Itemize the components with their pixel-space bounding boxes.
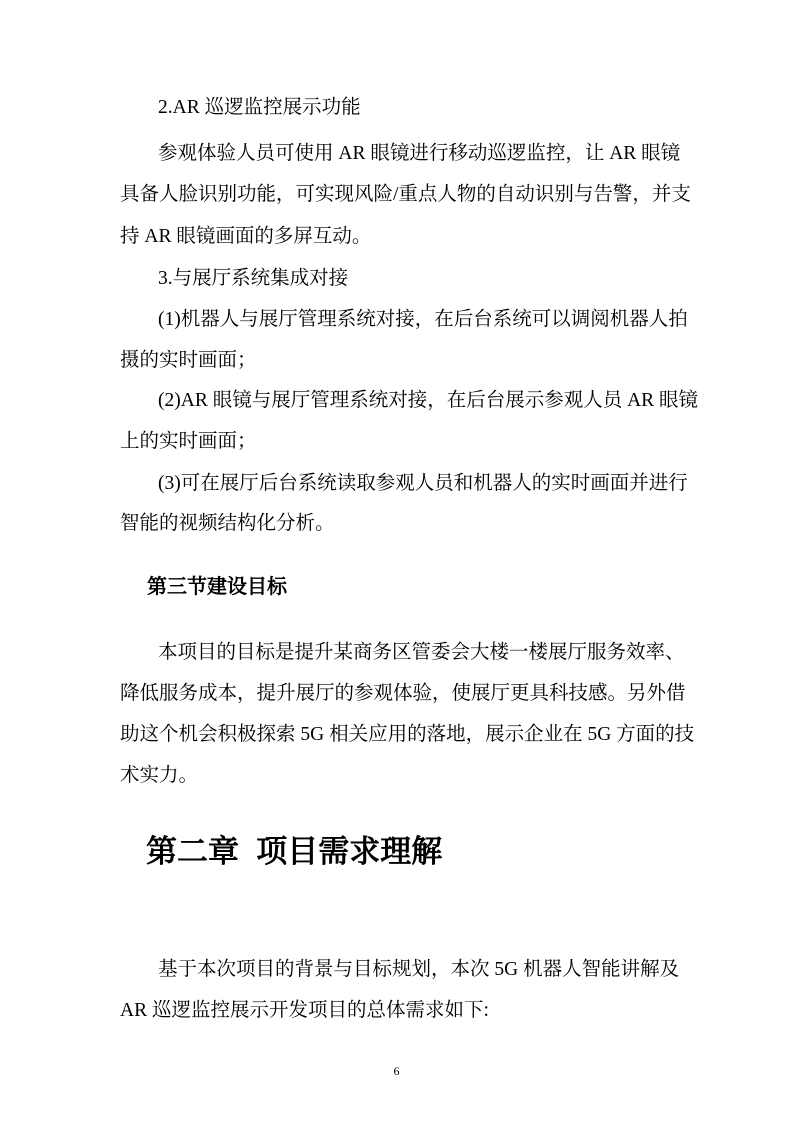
goal-paragraph-line: 术实力。 [120, 765, 199, 786]
goal-paragraph-line: 降低服务成本，提升展厅的参观体验，使展厅更具科技感。另外借 [120, 683, 686, 704]
ar-paragraph-line: 持 AR 眼镜画面的多屏互动。 [120, 226, 372, 247]
ar-heading: 2.AR 巡逻监控展示功能 [158, 97, 361, 118]
section3-heading: 第三节建设目标 [147, 576, 287, 598]
goal-paragraph-line: 助这个机会积极探索 5G 相关应用的落地，展示企业在 5G 方面的技 [120, 724, 695, 745]
requirement-paragraph-line: 基于本次项目的背景与目标规划，本次 5G 机器人智能讲解及 [158, 959, 680, 980]
goal-paragraph-line: 本项目的目标是提升某商务区管委会大楼一楼展厅服务效率、 [158, 642, 685, 663]
requirement-paragraph-line: AR 巡逻监控展示开发项目的总体需求如下: [120, 1000, 489, 1021]
item-1-line: (1)机器人与展厅管理系统对接，在后台系统可以调阅机器人拍 [158, 309, 688, 330]
page-number: 6 [393, 1064, 400, 1078]
ar-paragraph-line: 参观体验人员可使用 AR 眼镜进行移动巡逻监控，让 AR 眼镜 [158, 143, 681, 164]
item-2-line: 上的实时画面； [120, 431, 257, 452]
item-1-line: 摄的实时画面； [120, 350, 257, 371]
ar-paragraph-line: 具备人脸识别功能，可实现风险/重点人物的自动识别与告警，并支 [120, 184, 691, 205]
item-3-line: 智能的视频结构化分析。 [120, 513, 335, 534]
item-3-line: (3)可在展厅后台系统读取参观人员和机器人的实时画面并进行 [158, 473, 688, 494]
integration-heading: 3.与展厅系统集成对接 [158, 268, 349, 289]
chapter2-heading: 第二章 项目需求理解 [146, 834, 443, 869]
item-2-line: (2)AR 眼镜与展厅管理系统对接，在后台展示参观人员 AR 眼镜 [158, 390, 699, 411]
